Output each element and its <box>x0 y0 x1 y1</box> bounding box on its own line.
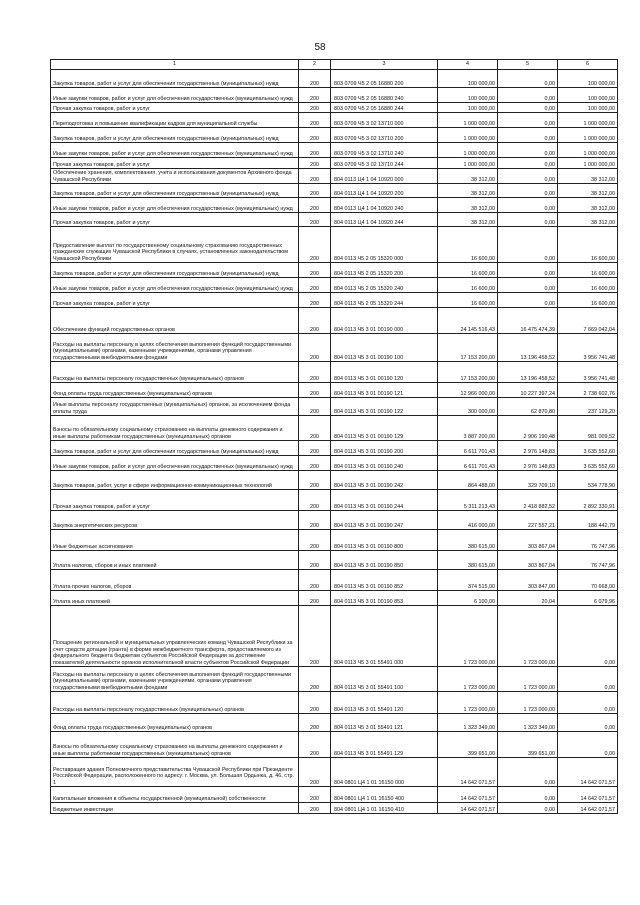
row-value-5: 1 723 000,00 <box>498 606 558 667</box>
row-value-4: 38 312,00 <box>438 198 498 213</box>
row-code: 803 0709 Ч5 3 02 13710 244 <box>331 158 438 169</box>
row-value-5: 0,00 <box>498 227 558 263</box>
row-value-6: 38 312,00 <box>558 184 618 198</box>
row-name: Закупка товаров, работ и услуг для обеспечения государственных (муниципальных) нужд <box>51 441 299 456</box>
row-value-4: 6 611 701,43 <box>438 456 498 471</box>
row-value-5: 2 906 190,48 <box>498 416 558 441</box>
row-column-2: 200 <box>299 70 331 88</box>
row-name: Бюджетные инвестиции <box>51 803 299 814</box>
row-value-5: 0,00 <box>498 198 558 213</box>
row-name: Иные закупки товаров, работ и услуг для обеспечения государственных (муниципальных) нужд <box>51 278 299 293</box>
row-column-2: 200 <box>299 383 331 398</box>
row-code: 804 0113 Ч5 2 05 15320 244 <box>331 293 438 308</box>
table-row <box>51 714 618 732</box>
row-value-6: 1 000 000,00 <box>558 143 618 158</box>
row-code: 804 0113 Ч5 3 01 00190 100 <box>331 334 438 362</box>
row-value-6: 2 738 602,76 <box>558 383 618 398</box>
row-column-2: 200 <box>299 169 331 184</box>
row-column-2: 200 <box>299 511 331 530</box>
row-name: Поощрение региональной и муниципальных управленческих команд Чувашской Республики за счет средств дотации (гранта) в форме межбюджетного трансферта, предоставляемого из федерального бюджета бюджетам субъектов Российской Федерации за достижение показателей деятельности органов исполнительной власти субъектов Российской Федерации <box>51 606 299 667</box>
row-column-2: 200 <box>299 158 331 169</box>
table-row <box>51 169 618 184</box>
row-column-2: 200 <box>299 416 331 441</box>
table-row <box>51 128 618 143</box>
table-row <box>51 758 618 787</box>
row-value-5: 303 847,00 <box>498 570 558 591</box>
row-name: Прочая закупка товаров, работ и услуг <box>51 293 299 308</box>
header-cell: 4 <box>438 60 498 70</box>
row-column-2: 200 <box>299 293 331 308</box>
row-value-4: 3 887 200,00 <box>438 416 498 441</box>
table-row <box>51 143 618 158</box>
row-code: 804 0113 Ч5 3 01 00190 800 <box>331 530 438 551</box>
row-code: 804 0113 Ч5 2 05 15320 000 <box>331 227 438 263</box>
row-value-5: 0,00 <box>498 803 558 814</box>
row-name: Закупка товаров, работ и услуг для обеспечения государственных (муниципальных) нужд <box>51 128 299 143</box>
row-code: 803 0709 Ч5 2 05 16880 240 <box>331 88 438 103</box>
row-value-6: 100 000,00 <box>558 103 618 113</box>
row-value-5: 0,00 <box>498 113 558 128</box>
row-name: Закупка товаров, работ и услуг для обеспечения государственных (муниципальных) нужд <box>51 184 299 198</box>
row-code: 804 0113 Ч5 2 05 15320 200 <box>331 263 438 278</box>
row-value-6: 70 668,00 <box>558 570 618 591</box>
row-value-5: 0,00 <box>498 758 558 787</box>
row-value-6: 38 312,00 <box>558 213 618 227</box>
table-row <box>51 184 618 198</box>
row-value-4: 1 000 000,00 <box>438 158 498 169</box>
row-column-2: 200 <box>299 456 331 471</box>
row-value-4: 14 642 071,57 <box>438 787 498 803</box>
row-value-4: 5 311 213,43 <box>438 490 498 511</box>
row-value-5: 10 227 397,24 <box>498 383 558 398</box>
table-row <box>51 591 618 606</box>
row-value-4: 1 723 000,00 <box>438 667 498 692</box>
row-name: Иные закупки товаров, работ и услуг для обеспечения государственных (муниципальных) нужд <box>51 88 299 103</box>
row-value-5: 0,00 <box>498 103 558 113</box>
row-value-5: 0,00 <box>498 278 558 293</box>
row-value-4: 1 000 000,00 <box>438 113 498 128</box>
table-row <box>51 88 618 103</box>
header-cell: 1 <box>51 60 299 70</box>
row-value-4: 1 723 000,00 <box>438 692 498 714</box>
table-row <box>51 692 618 714</box>
row-value-4: 24 145 516,43 <box>438 308 498 334</box>
row-value-5: 1 723 000,00 <box>498 667 558 692</box>
row-code: 804 0113 Ц4 1 04 10920 244 <box>331 213 438 227</box>
row-name: Расходы на выплаты персоналу государственных (муниципальных) органов <box>51 362 299 383</box>
row-value-6: 100 000,00 <box>558 70 618 88</box>
row-column-2: 200 <box>299 758 331 787</box>
table-row <box>51 308 618 334</box>
row-value-6: 237 129,20 <box>558 398 618 416</box>
row-value-6: 14 642 071,57 <box>558 803 618 814</box>
row-name: Закупка энергетических ресурсов <box>51 511 299 530</box>
row-value-4: 416 000,00 <box>438 511 498 530</box>
row-code: 804 0113 Ч5 3 01 00190 129 <box>331 416 438 441</box>
row-value-5: 1 723 000,00 <box>498 692 558 714</box>
row-column-2: 200 <box>299 113 331 128</box>
row-name: Фонд оплаты труда государственных (муниципальных) органов <box>51 383 299 398</box>
row-value-5: 62 870,80 <box>498 398 558 416</box>
row-value-5: 0,00 <box>498 128 558 143</box>
table-row <box>51 362 618 383</box>
row-value-6: 16 600,00 <box>558 278 618 293</box>
row-column-2: 200 <box>299 362 331 383</box>
row-column-2: 200 <box>299 551 331 570</box>
row-value-6: 0,00 <box>558 667 618 692</box>
row-value-5: 16 475 474,39 <box>498 308 558 334</box>
row-value-5: 0,00 <box>498 184 558 198</box>
row-value-4: 1 723 000,00 <box>438 606 498 667</box>
row-column-2: 200 <box>299 606 331 667</box>
row-code: 804 0113 Ч5 3 01 00190 853 <box>331 591 438 606</box>
row-code: 804 0801 Ц4 1 01 16150 400 <box>331 787 438 803</box>
table-row <box>51 471 618 490</box>
row-value-5: 2 976 148,83 <box>498 456 558 471</box>
row-name: Уплата налогов, сборов и иных платежей <box>51 551 299 570</box>
table-row <box>51 456 618 471</box>
row-code: 804 0113 Ч5 3 01 00190 244 <box>331 490 438 511</box>
table-row <box>51 334 618 362</box>
row-code: 803 0709 Ч5 3 02 13710 240 <box>331 143 438 158</box>
row-value-4: 38 312,00 <box>438 184 498 198</box>
table-row <box>51 490 618 511</box>
row-code: 803 0709 Ч5 2 05 16880 244 <box>331 103 438 113</box>
row-name: Прочая закупка товаров, работ и услуг <box>51 103 299 113</box>
row-value-5: 329 709,10 <box>498 471 558 490</box>
row-column-2: 200 <box>299 198 331 213</box>
row-name: Иные бюджетные ассигнования <box>51 530 299 551</box>
row-code: 804 0113 Ц4 1 04 10920 240 <box>331 198 438 213</box>
row-value-4: 380 615,00 <box>438 530 498 551</box>
row-column-2: 200 <box>299 803 331 814</box>
row-code: 804 0113 Ч5 3 01 00190 242 <box>331 471 438 490</box>
table-row <box>51 293 618 308</box>
row-value-4: 399 651,00 <box>438 732 498 758</box>
row-value-4: 17 153 200,00 <box>438 334 498 362</box>
row-name: Прочая закупка товаров, работ и услуг <box>51 213 299 227</box>
row-value-6: 14 642 071,57 <box>558 758 618 787</box>
row-code: 804 0113 Ч5 3 01 00190 852 <box>331 570 438 591</box>
row-column-2: 200 <box>299 278 331 293</box>
row-name: Иные закупки товаров, работ и услуг для обеспечения государственных (муниципальных) нужд <box>51 143 299 158</box>
table-row <box>51 732 618 758</box>
table-row <box>51 113 618 128</box>
row-value-4: 16 600,00 <box>438 263 498 278</box>
row-column-2: 200 <box>299 128 331 143</box>
table-row <box>51 416 618 441</box>
row-value-4: 864 488,00 <box>438 471 498 490</box>
table-row <box>51 213 618 227</box>
row-value-5: 2 976 148,83 <box>498 441 558 456</box>
row-value-6: 1 000 000,00 <box>558 113 618 128</box>
table-row <box>51 667 618 692</box>
row-value-5: 303 867,04 <box>498 551 558 570</box>
row-value-5: 0,00 <box>498 169 558 184</box>
row-code: 804 0113 Ч5 3 01 00190 121 <box>331 383 438 398</box>
row-value-4: 300 000,00 <box>438 398 498 416</box>
row-value-4: 16 600,00 <box>438 227 498 263</box>
row-name: Капитальные вложения в объекты государственной (муниципальной) собственности <box>51 787 299 803</box>
row-value-6: 0,00 <box>558 692 618 714</box>
header-cell: 2 <box>299 60 331 70</box>
row-value-5: 0,00 <box>498 158 558 169</box>
row-value-4: 100 000,00 <box>438 70 498 88</box>
table-row <box>51 198 618 213</box>
row-name: Уплата прочих налогов, сборов <box>51 570 299 591</box>
row-value-5: 0,00 <box>498 787 558 803</box>
row-value-6: 1 000 000,00 <box>558 158 618 169</box>
row-value-5: 0,00 <box>498 143 558 158</box>
row-value-6: 6 079,96 <box>558 591 618 606</box>
row-value-5: 303 867,04 <box>498 530 558 551</box>
row-name: Закупка товаров, работ и услуг для обеспечения государственных (муниципальных) нужд <box>51 70 299 88</box>
row-name: Расходы на выплаты персоналу в целях обеспечения выполнения функций государственными (муниципальными) органами, казенными учреждениями, органами управления государственными внебюджетными фондами <box>51 667 299 692</box>
row-value-6: 16 600,00 <box>558 227 618 263</box>
row-code: 804 0113 Ч5 3 01 00190 122 <box>331 398 438 416</box>
table-row <box>51 787 618 803</box>
row-column-2: 200 <box>299 714 331 732</box>
row-value-5: 1 323 349,00 <box>498 714 558 732</box>
row-value-5: 227 557,21 <box>498 511 558 530</box>
row-value-6: 2 892 330,91 <box>558 490 618 511</box>
row-value-6: 3 635 552,60 <box>558 441 618 456</box>
row-value-5: 0,00 <box>498 263 558 278</box>
row-value-5: 20,04 <box>498 591 558 606</box>
row-value-6: 534 778,90 <box>558 471 618 490</box>
table-row <box>51 398 618 416</box>
row-column-2: 200 <box>299 692 331 714</box>
row-value-6: 3 635 552,60 <box>558 456 618 471</box>
row-value-6: 100 000,00 <box>558 88 618 103</box>
row-name: Иные закупки товаров, работ и услуг для обеспечения государственных (муниципальных) нужд <box>51 456 299 471</box>
row-value-4: 16 600,00 <box>438 293 498 308</box>
row-name: Прочая закупка товаров, работ и услуг <box>51 490 299 511</box>
row-value-4: 100 000,00 <box>438 103 498 113</box>
row-value-5: 0,00 <box>498 70 558 88</box>
row-column-2: 200 <box>299 88 331 103</box>
row-value-6: 16 600,00 <box>558 293 618 308</box>
row-column-2: 200 <box>299 263 331 278</box>
row-name: Взносы по обязательному социальному страхованию на выплаты денежного содержания и иные выплаты работникам государственных (муниципальных) органов <box>51 416 299 441</box>
row-code: 804 0113 Ч5 3 01 00190 240 <box>331 456 438 471</box>
row-value-4: 17 153 200,00 <box>438 362 498 383</box>
row-column-2: 200 <box>299 471 331 490</box>
row-code: 804 0113 Ч5 3 01 00190 200 <box>331 441 438 456</box>
row-column-2: 200 <box>299 103 331 113</box>
row-column-2: 200 <box>299 184 331 198</box>
row-value-4: 100 000,00 <box>438 88 498 103</box>
row-column-2: 200 <box>299 334 331 362</box>
table-row <box>51 158 618 169</box>
table-row <box>51 263 618 278</box>
budget-table <box>50 59 618 814</box>
row-value-6: 0,00 <box>558 606 618 667</box>
row-name: Переподготовка и повышение квалификации кадров для муниципальной службы <box>51 113 299 128</box>
row-value-6: 38 312,00 <box>558 169 618 184</box>
row-code: 804 0113 Ч5 3 01 00190 247 <box>331 511 438 530</box>
row-value-5: 0,00 <box>498 88 558 103</box>
row-value-5: 0,00 <box>498 213 558 227</box>
row-name: Уплата иных платежей <box>51 591 299 606</box>
row-column-2: 200 <box>299 441 331 456</box>
table-row <box>51 103 618 113</box>
row-value-4: 14 642 071,57 <box>438 758 498 787</box>
table-row <box>51 227 618 263</box>
row-column-2: 200 <box>299 732 331 758</box>
row-column-2: 200 <box>299 570 331 591</box>
header-cell: 5 <box>498 60 558 70</box>
row-value-4: 14 642 071,57 <box>438 803 498 814</box>
row-value-6: 76 747,96 <box>558 530 618 551</box>
row-column-2: 200 <box>299 213 331 227</box>
row-code: 804 0113 Ч5 3 01 55491 100 <box>331 667 438 692</box>
row-value-6: 3 956 741,48 <box>558 362 618 383</box>
row-value-6: 1 000 000,00 <box>558 128 618 143</box>
table-row <box>51 441 618 456</box>
row-code: 804 0113 Ч5 3 01 55491 120 <box>331 692 438 714</box>
table-row <box>51 70 618 88</box>
row-value-5: 2 418 882,52 <box>498 490 558 511</box>
row-code: 804 0113 Ч5 3 01 55491 000 <box>331 606 438 667</box>
row-code: 804 0113 Ч5 3 01 00190 850 <box>331 551 438 570</box>
row-value-6: 3 956 741,48 <box>558 334 618 362</box>
row-value-4: 38 312,00 <box>438 213 498 227</box>
table-row <box>51 278 618 293</box>
row-value-6: 38 312,00 <box>558 198 618 213</box>
table-row <box>51 383 618 398</box>
row-name: Взносы по обязательному социальному страхованию на выплаты денежного содержания и иные выплаты работникам государственных (муниципальных) органов <box>51 732 299 758</box>
row-value-6: 16 600,00 <box>558 263 618 278</box>
row-name: Закупка товаров, работ, услуг в сфере информационно-коммуникационных технологий <box>51 471 299 490</box>
row-name: Закупка товаров, работ и услуг для обеспечения государственных (муниципальных) нужд <box>51 263 299 278</box>
row-column-2: 200 <box>299 591 331 606</box>
table-row <box>51 570 618 591</box>
row-name: Прочая закупка товаров, работ и услуг <box>51 158 299 169</box>
row-name: Иные закупки товаров, работ и услуг для обеспечения государственных (муниципальных) нужд <box>51 198 299 213</box>
row-value-5: 399 651,00 <box>498 732 558 758</box>
row-code: 803 0709 Ч5 3 02 13710 000 <box>331 113 438 128</box>
row-column-2: 200 <box>299 143 331 158</box>
row-value-4: 16 600,00 <box>438 278 498 293</box>
row-value-6: 76 747,96 <box>558 551 618 570</box>
header-cell: 3 <box>331 60 438 70</box>
row-code: 804 0801 Ц4 1 01 16150 000 <box>331 758 438 787</box>
row-value-4: 1 323 349,00 <box>438 714 498 732</box>
table-row <box>51 511 618 530</box>
row-value-6: 0,00 <box>558 714 618 732</box>
row-name: Предоставление выплат по государственному социальному страхованию государственных гражданских служащих Чувашской Республики в случаях, установленных законодательством Чувашской Республики <box>51 227 299 263</box>
row-name: Реставрация здания Полномочного представительства Чувашской Республики при Президенте Российской Федерации, расположенного по адресу: г. Москва, ул. Большая Ордынка, д. 46, стр. 1 <box>51 758 299 787</box>
row-column-2: 200 <box>299 398 331 416</box>
row-code: 804 0113 Ц4 1 04 10920 000 <box>331 169 438 184</box>
table-row <box>51 803 618 814</box>
row-name: Обеспечение хранения, комплектования, учета и использования документов Архивного фонда Чувашской Республики <box>51 169 299 184</box>
row-value-4: 12 966 000,00 <box>438 383 498 398</box>
table-row <box>51 606 618 667</box>
row-value-4: 374 515,00 <box>438 570 498 591</box>
row-code: 804 0801 Ц4 1 01 16150 410 <box>331 803 438 814</box>
row-column-2: 200 <box>299 667 331 692</box>
row-column-2: 200 <box>299 787 331 803</box>
row-name: Фонд оплаты труда государственных (муниципальных) органов <box>51 714 299 732</box>
header-row <box>51 60 618 70</box>
row-value-4: 6 100,00 <box>438 591 498 606</box>
row-value-5: 13 196 458,52 <box>498 334 558 362</box>
row-value-5: 13 196 458,52 <box>498 362 558 383</box>
row-value-6: 0,00 <box>558 732 618 758</box>
row-code: 804 0113 Ч5 3 01 55491 129 <box>331 732 438 758</box>
row-column-2: 200 <box>299 308 331 334</box>
row-value-4: 38 312,00 <box>438 169 498 184</box>
page-number: 58 <box>314 42 326 53</box>
row-value-6: 981 009,52 <box>558 416 618 441</box>
row-value-4: 1 000 000,00 <box>438 143 498 158</box>
row-value-6: 188 442,79 <box>558 511 618 530</box>
row-value-5: 0,00 <box>498 293 558 308</box>
row-column-2: 200 <box>299 530 331 551</box>
row-value-4: 380 615,00 <box>438 551 498 570</box>
row-name: Иные выплаты персоналу государственных (муниципальных) органов, за исключением фонда оплаты труда <box>51 398 299 416</box>
row-column-2: 200 <box>299 227 331 263</box>
row-code: 803 0709 Ч5 2 05 16880 200 <box>331 70 438 88</box>
row-name: Расходы на выплаты персоналу государственных (муниципальных) органов <box>51 692 299 714</box>
row-code: 804 0113 Ч5 2 05 15320 240 <box>331 278 438 293</box>
table-row <box>51 530 618 551</box>
header-cell: 6 <box>558 60 618 70</box>
row-code: 804 0113 Ч5 3 01 00190 000 <box>331 308 438 334</box>
row-value-4: 6 611 701,43 <box>438 441 498 456</box>
row-code: 804 0113 Ц4 1 04 10920 200 <box>331 184 438 198</box>
row-name: Обеспечение функций государственных органов <box>51 308 299 334</box>
row-value-6: 7 669 042,04 <box>558 308 618 334</box>
row-name: Расходы на выплаты персоналу в целях обеспечения выполнения функций государственными (муниципальными) органами, казенными учреждениями, органами управления государственными внебюджетными фондами <box>51 334 299 362</box>
row-code: 804 0113 Ч5 3 01 55491 121 <box>331 714 438 732</box>
row-code: 803 0709 Ч5 3 02 13710 200 <box>331 128 438 143</box>
row-value-6: 14 642 071,57 <box>558 787 618 803</box>
table-row <box>51 551 618 570</box>
row-value-4: 1 000 000,00 <box>438 128 498 143</box>
row-column-2: 200 <box>299 490 331 511</box>
row-code: 804 0113 Ч5 3 01 00190 120 <box>331 362 438 383</box>
